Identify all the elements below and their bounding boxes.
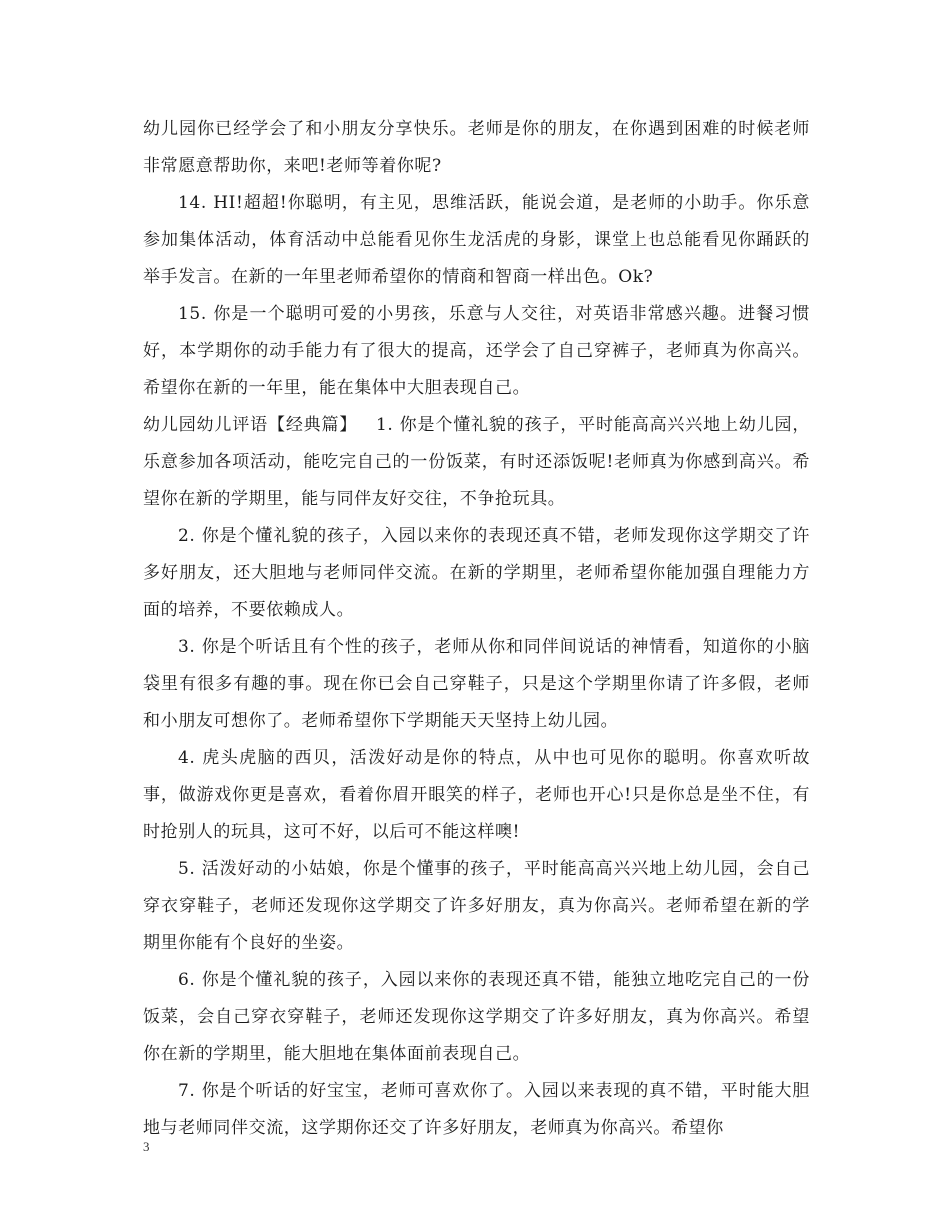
paragraph: 5. 活泼好动的小姑娘，你是个懂事的孩子，平时能高高兴兴地上幼儿园，会自己穿衣穿鞋子，老师还发现你这学期交了许多好朋友，真为你高兴。老师希望在新的学期里你能有个良好的坐姿。 (143, 859, 810, 953)
paragraph: 幼儿园你已经学会了和小朋友分享快乐。老师是你的朋友，在你遇到困难的时候老师非常愿意帮助你，来吧!老师等着你呢? (143, 119, 810, 176)
paragraph: 2. 你是个懂礼貌的孩子，入园以来你的表现还真不错，老师发现你这学期交了许多好朋友，还大胆地与老师同伴交流。在新的学期里，老师希望你能加强自理能力方面的培养，不要依赖成人。 (143, 526, 810, 620)
paragraph: 14. HI!超超!你聪明，有主见，思维活跃，能说会道，是老师的小助手。你乐意参加集体活动，体育活动中总能看见你生龙活虎的身影，课堂上也总能看见你踊跃的举手发言。在新的一年里老师希望你的情商和智商一样出色。Ok? (143, 193, 810, 287)
paragraph: 6. 你是个懂礼貌的孩子，入园以来你的表现还真不错，能独立地吃完自己的一份饭菜，会自己穿衣穿鞋子，老师还发现你这学期交了许多好朋友，真为你高兴。希望你在新的学期里，能大胆地在集体面前表现自己。 (143, 970, 810, 1064)
paragraph: 幼儿园幼儿评语【经典篇】 1. 你是个懂礼貌的孩子，平时能高高兴兴地上幼儿园，乐意参加各项活动，能吃完自己的一份饭菜，有时还添饭呢!老师真为你感到高兴。希望你在新的学期里，能与同伴友好交往，不争抢玩具。 (143, 415, 810, 509)
document-body (143, 111, 810, 1147)
paragraph: 4. 虎头虎脑的西贝，活泼好动是你的特点，从中也可见你的聪明。你喜欢听故事，做游戏你更是喜欢，看着你眉开眼笑的样子，老师也开心!只是你总是坐不住，有时抢别人的玩具，这可不好，以后可不能这样噢! (143, 748, 810, 842)
paragraph: 3. 你是个听话且有个性的孩子，老师从你和同伴间说话的神情看，知道你的小脑袋里有很多有趣的事。现在你已会自己穿鞋子，只是这个学期里你请了许多假，老师和小朋友可想你了。老师希望你下学期能天天坚持上幼儿园。 (143, 637, 810, 731)
page-number: 3 (143, 1139, 150, 1154)
paragraph: 15. 你是一个聪明可爱的小男孩，乐意与人交往，对英语非常感兴趣。进餐习惯好，本学期你的动手能力有了很大的提高，还学会了自己穿裤子，老师真为你高兴。希望你在新的一年里，能在集体中大胆表现自己。 (143, 304, 810, 398)
paragraph: 7. 你是个听话的好宝宝，老师可喜欢你了。入园以来表现的真不错，平时能大胆地与老师同伴交流，这学期你还交了许多好朋友，老师真为你高兴。希望你 (143, 1081, 810, 1138)
